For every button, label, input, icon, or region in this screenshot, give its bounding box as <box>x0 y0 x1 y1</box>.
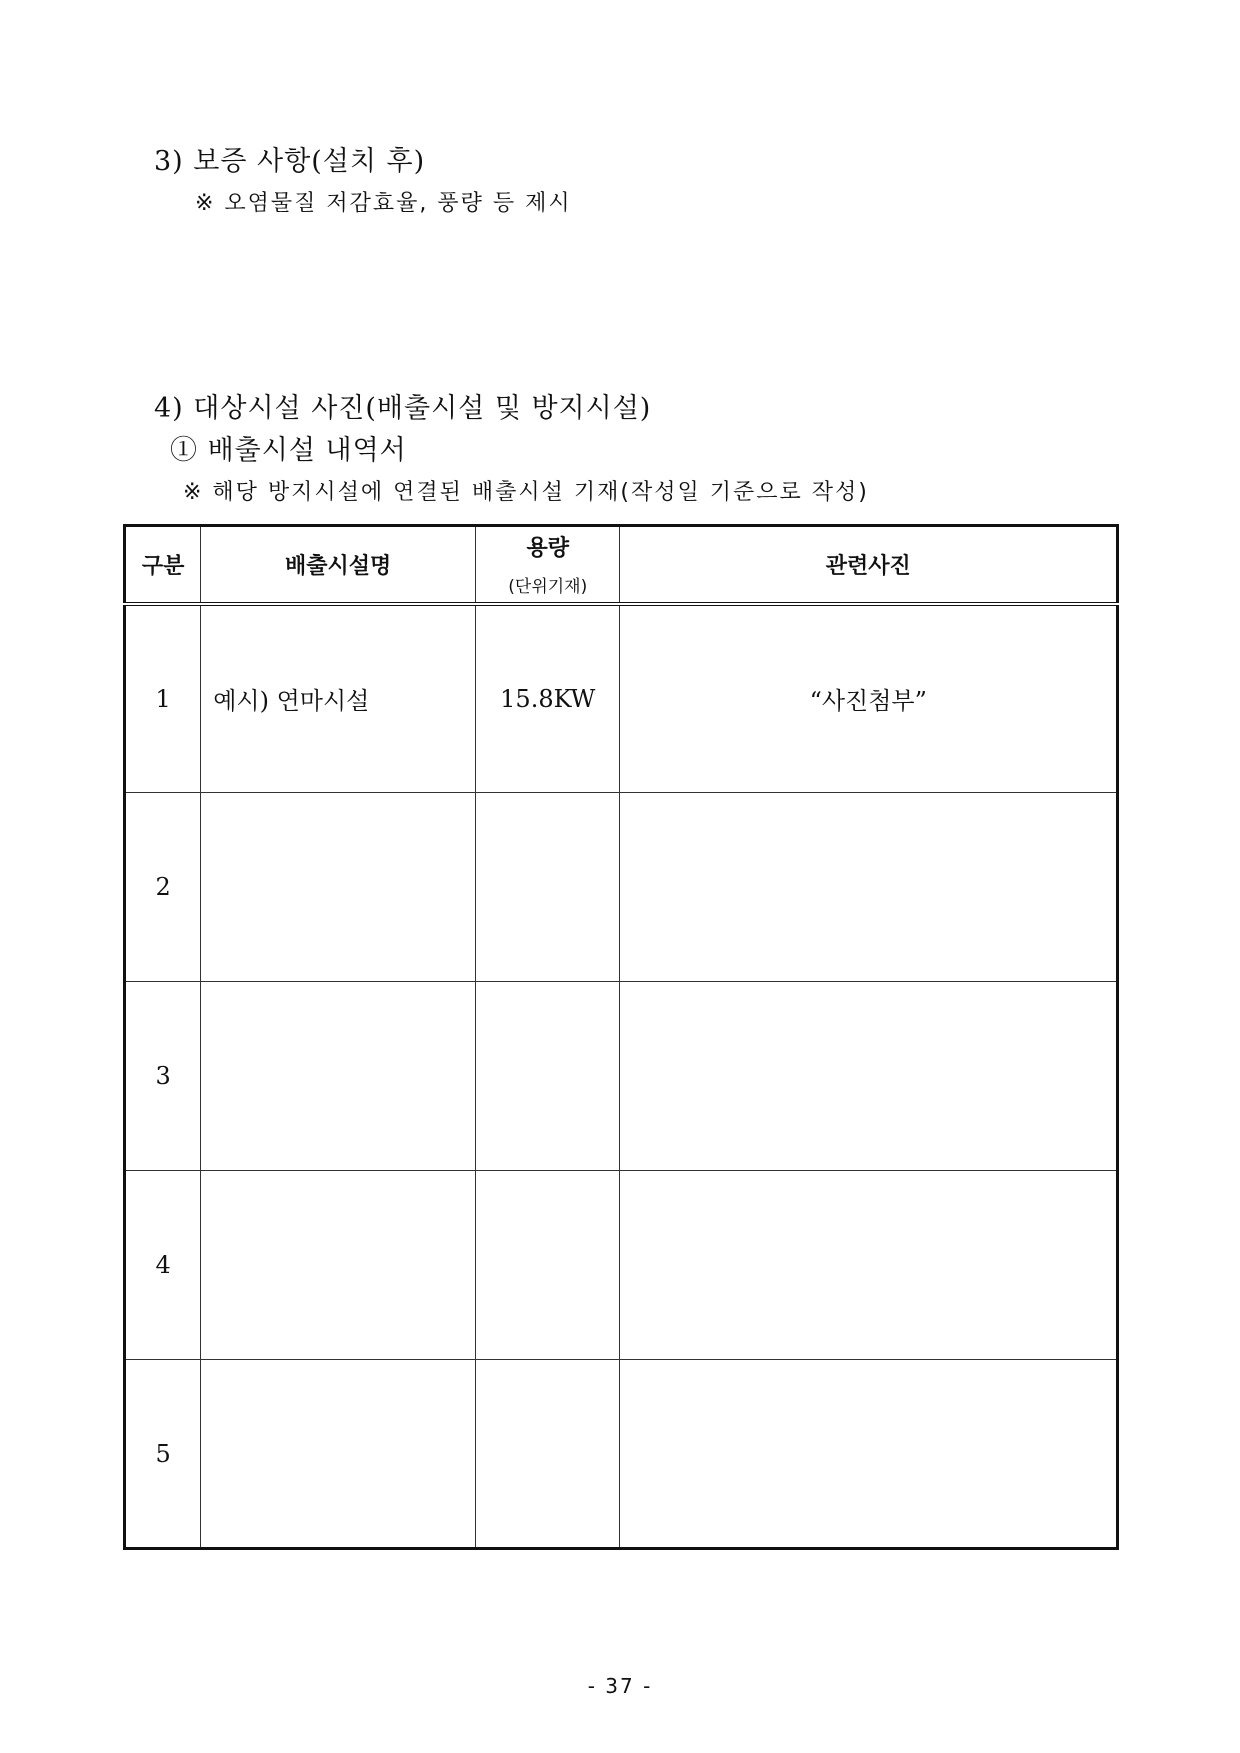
emission-facility-table-wrapper <box>123 524 1119 1552</box>
section-4-note: ※ 해당 방지시설에 연결된 배출시설 기재(작성일 기준으로 작성) <box>183 480 869 505</box>
table-row <box>125 1171 1118 1360</box>
row-number: 3 <box>125 982 201 1171</box>
table-header-row <box>125 526 1118 604</box>
table-row <box>125 793 1118 982</box>
row-number: 1 <box>125 604 201 793</box>
section-4-subheading: ① 배출시설 내역서 <box>170 435 407 466</box>
emission-facility-table <box>123 524 1119 1550</box>
row-number: 4 <box>125 1171 201 1360</box>
capacity-cell <box>476 793 620 982</box>
capacity-cell <box>476 1360 620 1549</box>
section-3-heading: 3) 보증 사항(설치 후) <box>154 146 426 177</box>
header-facility-name: 배출시설명 <box>201 526 476 604</box>
header-related-photo: 관련사진 <box>620 526 1118 604</box>
page-number: - 37 - <box>587 1674 653 1698</box>
facility-name-cell <box>201 1360 476 1549</box>
table-row <box>125 982 1118 1171</box>
table-row <box>125 604 1118 793</box>
header-category: 구분 <box>125 526 201 604</box>
section-3-note: ※ 오염물질 저감효율, 풍량 등 제시 <box>195 191 572 216</box>
capacity-cell <box>476 1171 620 1360</box>
header-capacity-unit: (단위기재) <box>508 577 588 598</box>
header-capacity-label: 용량 <box>526 536 570 562</box>
photo-cell <box>620 1171 1118 1360</box>
row-number: 5 <box>125 1360 201 1549</box>
capacity-cell: 15.8KW <box>476 604 620 793</box>
photo-cell <box>620 1360 1118 1549</box>
photo-cell: “사진첨부” <box>620 604 1118 793</box>
header-capacity <box>476 526 620 604</box>
row-number: 2 <box>125 793 201 982</box>
photo-cell <box>620 982 1118 1171</box>
capacity-cell <box>476 982 620 1171</box>
section-4-heading: 4) 대상시설 사진(배출시설 및 방지시설) <box>154 393 652 424</box>
facility-name-cell: 예시) 연마시설 <box>201 604 476 793</box>
table-row <box>125 1360 1118 1549</box>
facility-name-cell <box>201 793 476 982</box>
facility-name-cell <box>201 982 476 1171</box>
photo-cell <box>620 793 1118 982</box>
facility-name-cell <box>201 1171 476 1360</box>
